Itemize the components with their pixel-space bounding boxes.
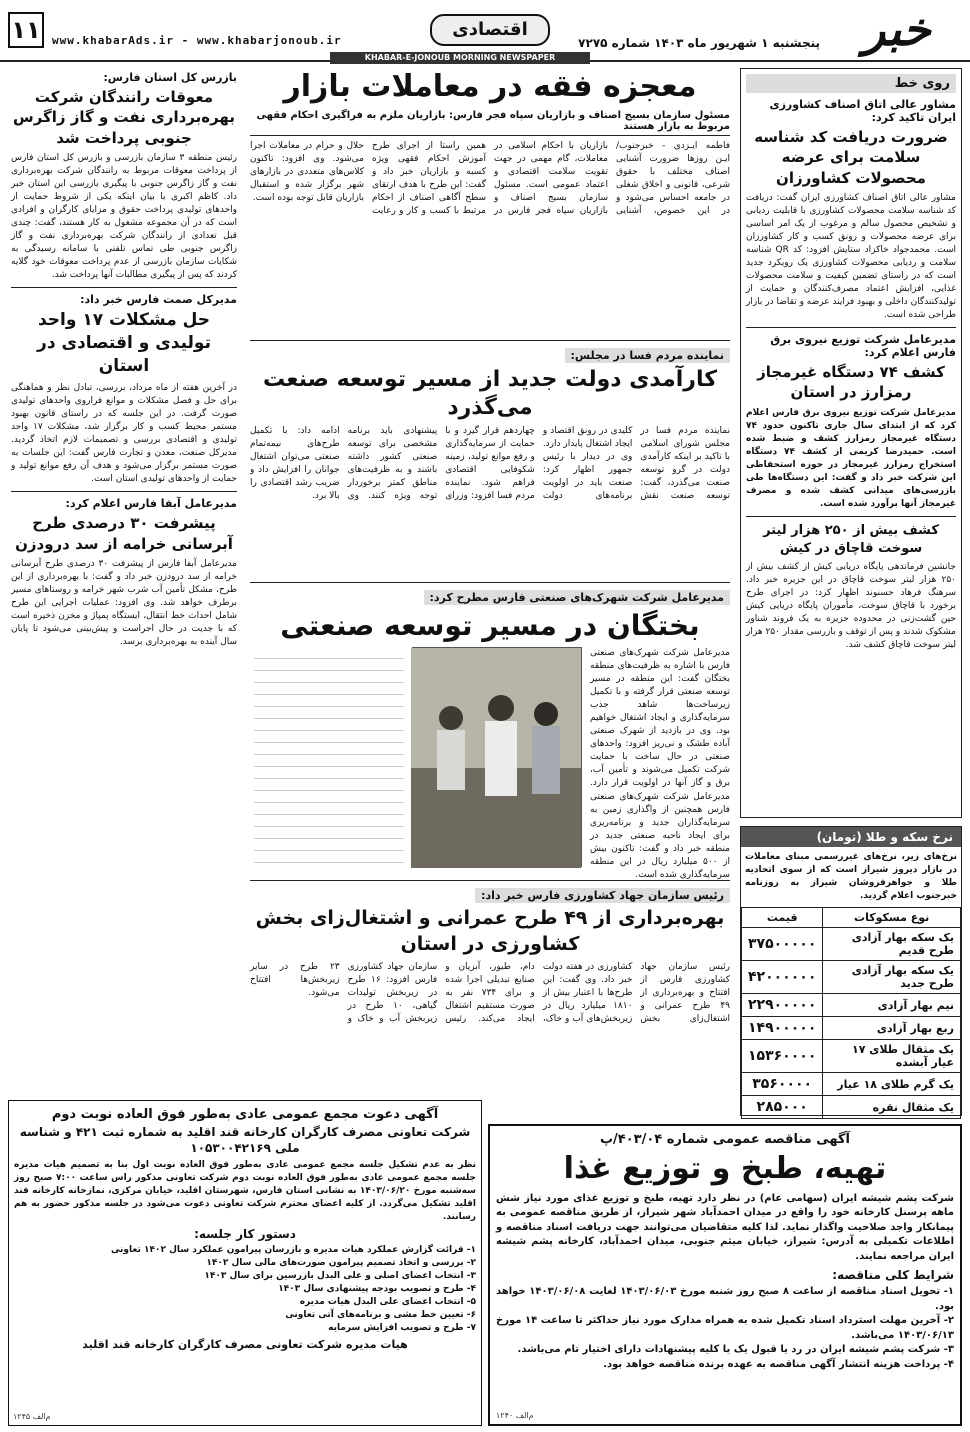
ad-cooperative (8, 1100, 482, 1426)
article-kicker: نماینده مردم فسا در مجلس: (565, 348, 730, 363)
divider (11, 287, 237, 288)
article-kicker: مدیرکل صمت فارس خبر داد: (80, 293, 237, 307)
article-title: حل مشکلات ۱۷ واحد تولیدی و اقتصادی در استان (37, 310, 211, 377)
coin-price: ۴۲۰۰۰۰۰۰ (742, 961, 823, 994)
article-body: فاطمه ایـزدی - خبرجنوب/ ایـن روزها ضرورت آشنایی اصناف مختلف با حقوق شرعی، قانونی و اخلاق شغلی در جامعه احساس می‌شود و در این خصوص، آشنایی بازاریان با احکام اسلامی در معاملات، گام مهمی در جهت تقویت سلامت اقتصادی و اعتماد عمومی است. مسئول سازمان بسیج اصناف و بازاریان سپاه فجر فارس در همین راستا از اجرای طرح آموزش احکام فقهی ویژه کسبه و بازاریان خبر داد و گفت: این طرح با هدف ارتقای سطح آگاهی اصناف از احکام مرتبط با کسب و کار و رعایت حلال و حرام در معاملات اجرا می‌شود. وی افزود: تاکنون کلاس‌های متعددی در بازارهای شهر برگزار شده و استقبال بازاریان قابل توجه بوده است. (250, 140, 730, 216)
coin-name: یک سکه بهار آزادی طرح قدیم (823, 928, 961, 961)
table-row (742, 1073, 961, 1096)
article-title: کارآمدی دولت جدید از مسیر توسعه صنعت می‌گذرد (262, 367, 718, 420)
page-number: ۱۱ (8, 12, 44, 48)
condition-item: ۴- پرداخت هزینه انتشار آگهی مناقصه به عهده برنده مناقصه خواهد بود. (603, 1358, 954, 1370)
price-title: نرخ سکه و طلا (تومان) (741, 827, 961, 847)
left-column (8, 68, 240, 1098)
condition-item: ۲- آخرین مهلت استرداد اسناد تکمیل شده به همراه مدارک مورد نیاز حداکثر تا ساعت ۱۴ مورخ ۱۴۰۳/۰۶/۱۳ می‌باشد. (496, 1315, 954, 1341)
price-table (741, 907, 961, 1119)
agenda-item: ۴- طرح و تصویب بودجه پیشنهادی سال ۱۴۰۳ (278, 1284, 476, 1295)
table-row (742, 928, 961, 961)
section-label: اقتصادی (430, 14, 550, 46)
website-link[interactable]: www.khabarAds.ir - www.khabarjonoub.ir (52, 34, 342, 47)
article-body-continued (254, 647, 404, 867)
coin-name: یک مثقال نقره (823, 1096, 961, 1119)
coin-price: ۲۸۵۰۰۰ (742, 1096, 823, 1119)
column-header: نوع مسکوکات (823, 908, 961, 928)
article-agriculture (250, 880, 730, 1088)
coin-price: ۱۵۳۶۰۰۰۰ (742, 1040, 823, 1073)
photo-illustration (411, 648, 581, 868)
price-note: نرخ‌های زیر، نرخ‌های غیررسمی مبنای معاملات در بازار دیروز شیراز است که از سوی اتحادیه طلا و جواهرفروشان شیراز به روزنامه خبرجنوب اعلام گردید. (745, 852, 957, 902)
column-header: قیمت (742, 908, 823, 928)
article-title: پیشرفت ۳۰ درصدی طرح آبرسانی خرامه از سد درودزن (15, 514, 233, 553)
table-row (742, 961, 961, 994)
article-body: رئیس منطقه ۳ سازمان بازرسی و بازرس کل استان فارس از پرداخت معوقات مربوط به رانندگان شرکت بهره‌برداری نفت و گاز زاگرس جنوبی با پیگیری بازرسی این استان خبر داد. کاظم اکبری با بیان اینکه یکی از شروط حمایت از واحدهای تولیدی پرداخت حقوق و مزایای کارگران و افرادی است که در آن مجموعه مشغول به کار هستند، گفت: چندی قبل تعدادی از رانندگان شرکت بهره‌برداری نفت و گاز زاگرس جنوبی طی تماس تلفنی با سامانه رسیدگی به شکایات سازمان بازرسی از عدم پرداخت معوقات خود گلایه کردند که پس از پیگیری مطالبات آنها پرداخت شد. (11, 152, 238, 281)
coin-name: نیم بهار آزادی (823, 994, 961, 1017)
condition-item: ۳- شرکت پشم شیشه ایران در رد یا قبول یک یا کلیه پیشنهادات دارای اختیار تام می‌باشد. (517, 1344, 954, 1355)
table-row (742, 1017, 961, 1040)
table-row (742, 1096, 961, 1119)
article-title: ضرورت دریافت کد شناسه سلامت برای عرضه محصولات کشاورزان (754, 128, 948, 187)
tender-number: آگهی مناقصه عمومی شماره ۴۰۳/۰۴/پ (599, 1132, 851, 1147)
article-body: رئیس سازمان جهاد کشاورزی فارس از افتتاح و بهره‌برداری از ۴۹ طرح عمرانی و اشتغال‌زای بخش کشاورزی در هفته دولت خبر داد. وی گفت: این طرح‌ها با اعتبار بیش از ۱۸۱۰ میلیارد ریال در زیربخش‌های آب و خاک، دام، طیور، آبزیان و صنایع تبدیلی اجرا شده و برای ۷۳۴ نفر به صورت مستقیم اشتغال ایجاد می‌کند. رئیس سازمان جهاد کشاورزی فارس افزود: ۱۶ طرح در زیربخش تولیدات گیاهی، ۱۰ طرح در زیربخش آب و خاک و ۲۳ طرح در سایر زیربخش‌ها افتتاح می‌شود. (250, 962, 730, 1025)
divider (746, 327, 956, 328)
main-article (250, 68, 730, 336)
ad-body: نظر به عدم تشکیل جلسه مجمع عمومی عادی به‌طور فوق العاده نوبت اول بنا به تصمیم هیات مدیره جلسه مجمع عمومی عادی به‌طور فوق العاده نوبت دوم شرکت تعاونی مذکور راس ساعت ۷:۰۰ صبح روز سه‌شنبه مورخ ۱۴۰۳/۰۶/۲۰ به نشانی استان فارس، شهرستان اقلید، خیابان مرکزی، نمازخانه کارخانه قند اقلید تشکیل می‌گردد. از کلیه اعضای محترم شرکت تعاونی دعوت می‌شود در جلسه مذکور حضور به هم رسانند. (14, 1159, 476, 1223)
coin-name: یک سکه بهار آزادی طرح جدید (823, 961, 961, 994)
article-kicker: رئیس سازمان جهاد کشاورزی فارس خبر داد: (475, 888, 730, 903)
right-column (740, 68, 962, 818)
article-title: معوقات رانندگان شرکت بهره‌برداری نفت و گاز زاگرس جنوبی پرداخت شد (13, 88, 235, 147)
coin-price: ۲۲۹۰۰۰۰۰ (742, 994, 823, 1017)
article-body: مدیرعامل آبفا فارس از پیشرفت ۳۰ درصدی طرح آبرسانی خرامه از سد درودزن خبر داد و گفت: با بهره‌برداری از این طرح، مشکل تأمین آب شرب شهر خرامه و روستاهای مسیر برطرف خواهد شد. وی افزود: عملیات اجرایی این طرح شامل احداث خط انتقال، ایستگاه پمپاژ و مخزن ذخیره است که با جدیت در حال اجراست و پیش‌بینی می‌شود تا پایان سال آینده به بهره‌برداری برسد. (11, 558, 237, 648)
ad-title: آگهی دعوت مجمع عمومی عادی به‌طور فوق العاده نوبت دوم (51, 1107, 439, 1122)
ad-code: م‌الف ۱۲۴۰ (496, 1411, 534, 1420)
article-kicker: بازرس کل استان فارس: (103, 71, 237, 84)
article-title: بختگان در مسیر توسعه صنعتی (280, 609, 700, 642)
tender-title: تهیه، طبخ و توزیع غذا (563, 1151, 887, 1186)
article-kicker: مدیرعامل آبفا فارس اعلام کرد: (65, 497, 237, 511)
ad-tender (488, 1124, 962, 1426)
article-kicker: مدیرعامل شرکت شهرک‌های صنعتی فارس مطرح کرد: (424, 590, 731, 605)
table-row (742, 994, 961, 1017)
coin-price: ۳۷۵۰۰۰۰۰ (742, 928, 823, 961)
article-body: مدیرعامل شرکت توزیع نیروی برق فارس اعلام کرد که از ابتدای سال جاری تاکنون حدود ۷۴ دستگاه غیرمجاز رمزارز کشف و ضبط شده است. حمیدرضا کریمی از کشف ۷۴ دستگاه استخراج رمزارز غیرمجاز در حوزه استحفاظی این شرکت خبر داد و گفت: این دستگاه‌ها طی بازرسی‌های میدانی کشف شده و مصرف غیرمجاز آنها برآورد شده است. (746, 407, 956, 510)
article-body: مشاور عالی اتاق اصناف کشاورزی ایران گفت: دریافت کد شناسه سلامت محصولات کشاورزی با قابلیت ردیابی و تشخیص محصول سالم و مرغوب از یک امر اساسی برای عرضه محصولات و رونق کسب و کار کشاورزان است. محمدجواد خاکزاد ستایش افزود: کد QR شناسه سلامت و ردیابی محصولات کشاورزی یک رویکرد جدید است که در راستای تضمین کیفیت و سلامت محصولات غذایی، افزایش اعتماد مصرف‌کنندگان و حمایت از تولیدکنندگان داخلی و بهبود فرایند عرضه و تقاضا در بازار طراحی شده است. (746, 192, 957, 321)
ad-code: م‌الف ۱۲۴۵ (13, 1412, 51, 1421)
coin-name: ربع بهار آزادی (823, 1017, 961, 1040)
english-tagline: KHABAR-E-JONOUB MORNING NEWSPAPER (330, 52, 590, 64)
masthead (0, 0, 970, 62)
agenda-item: ۲- بررسی و اتخاذ تصمیم پیرامون صورت‌های مالی سال ۱۴۰۲ (206, 1258, 476, 1269)
agenda-title: دستور کار جلسه: (194, 1227, 296, 1242)
coin-name: یک مثقال طلای ۱۷ عیار آبشده (823, 1040, 961, 1073)
agenda-item: ۳- انتخاب اعضای اصلی و علی البدل بازرسین برای سال ۱۴۰۳ (204, 1271, 476, 1282)
divider (746, 516, 956, 517)
table-row (742, 1040, 961, 1073)
article-subtitle: مسئول سازمان بسیج اصناف و بازاریان سپاه فجر فارس: بازاریان ملزم به فراگیری احکام فقهی مربوط به بازار هستند (250, 110, 730, 136)
article-kicker: مشاور عالی اتاق اصناف کشاورزی ایران تاکید کرد: (769, 98, 956, 124)
article-title: کشف ۷۴ دستگاه غیرمجاز رمزارز در استان (757, 363, 945, 402)
rooykhat-label: روی خط (746, 74, 956, 93)
issue-date: پنجشنبه ۱ شهریور ماه ۱۴۰۳ شماره ۷۲۷۵ (578, 36, 820, 50)
price-box (740, 826, 962, 1116)
article-kicker: مدیرعامل شرکت توزیع نیروی برق فارس اعلام کرد: (770, 333, 956, 360)
agenda-item: ۷- طرح و تصویب افزایش سرمایه (328, 1323, 476, 1334)
condition-item: ۱- تحویل اسناد مناقصه از ساعت ۸ صبح روز شنبه مورخ ۱۴۰۳/۰۶/۰۳ لغایت ۱۴۰۳/۰۶/۰۸ خواهد بود. (496, 1286, 954, 1312)
newspaper-logo: خبر (863, 2, 931, 56)
coin-price: ۱۴۹۰۰۰۰۰ (742, 1017, 823, 1040)
coin-name: یک گرم طلای ۱۸ عیار (823, 1073, 961, 1096)
article-body: در آخرین هفته از ماه مرداد، بررسی، تبادل نظر و هماهنگی برای حل و فصل مشکلات و موانع فراروی واحدهای تولیدی صورت گرفت. در این جلسه که در راستای قانون بهبود مستمر محیط کسب و کار برگزار شد، مشکلات ۱۷ واحد تولیدی و اقتصادی بررسی و تصمیمات لازم اتخاذ گردید. مدیرکل صنعت، معدن و تجارت فارس گفت: این جلسات به صورت مستمر برگزار می‌شود و هدف آن رفع موانع تولید و حمایت از واحدهای تولیدی استان است. (11, 383, 238, 485)
article-body: جانشین فرماندهی پایگاه دریایی کیش از کشف بیش از ۲۵۰ هزار لیتر سوخت قاچاق در این جزیره خبر داد. سرهنگ فرهاد حسنوند اظهار کرد: در اجرای طرح برخورد با قاچاق سوخت، مأموران پایگاه دریایی کیش حین گشت‌زنی در محدوده جزیره به یک فروند شناور مشکوک شدند و پس از توقف و بازرسی مقدار ۲۵۰ هزار لیتر سوخت قاچاق کشف شد. (746, 562, 957, 651)
table-header-row (742, 908, 961, 928)
agenda-item: ۶- تعیین خط مشی و برنامه‌های آتی تعاونی (285, 1310, 476, 1321)
ad-subtitle: شرکت تعاونی مصرف کارگران کارخانه قند اقلید به شماره ثبت ۴۲۱ و شناسه ملی ۱۰۵۳۰۰۴۲۱۶۹ (19, 1124, 471, 1155)
article-title: بهره‌برداری از ۴۹ طرح عمرانی و اشتغال‌زای بخش کشاورزی در استان (255, 907, 725, 955)
agenda-item: ۵- انتخاب اعضای علی البدل هیات مدیره (299, 1297, 476, 1308)
agenda-item: ۱- قرائت گزارش عملکرد هیات مدیره و بازرسان پیرامون عملکرد سال ۱۴۰۲ تعاونی (110, 1245, 476, 1256)
divider (11, 491, 237, 492)
article-bakhtegan (250, 582, 730, 880)
conditions-title: شرایط کلی مناقصه: (832, 1268, 954, 1282)
article-body: نماینده مردم فسا در مجلس شورای اسلامی با تاکید بر اینکه کارآمدی دولت در گرو توسعه صنعت می‌گذرد، گفت: توسعه صنعت نقش کلیدی در رونق اقتصاد و ایجاد اشتغال پایدار دارد. وی در دیدار با رئیس جمهور اظهار کرد: صنعت باید در اولویت برنامه‌های دولت چهاردهم قرار گیرد و با حمایت از سرمایه‌گذاری و رفع موانع تولید، زمینه شکوفایی اقتصادی فراهم شود. نماینده مردم فسا افزود: وزرای پیشنهادی باید برنامه مشخصی برای توسعه صنعتی کشور داشته باشند و به ظرفیت‌های مناطق کمتر برخوردار توجه ویژه کنند. وی ادامه داد: با تکمیل طرح‌های نیمه‌تمام صنعتی می‌توان اشتغال جوانان را افزایش داد و ضریب رشد اقتصادی را بالا برد. (250, 426, 730, 502)
tender-body: شرکت پشم شیشه ایران (سهامی عام) در نظر دارد تهیه، طبخ و توزیع غذای مورد نیاز شش ماهه پرسنل کارخانه خود را واقع در میدان احمدآباد شهر شیراز، از طریق مناقصه عمومی به پیمانکار واجد صلاحیت واگذار نماید. لذا کلیه متقاضیان می‌توانند جهت دریافت اسناد مناقصه و اطلاعات تکمیلی به آدرس: شیراز، خیابان میثم جنوبی، میدان احمدآباد، کارخانه پشم شیشه ایران مراجعه نمایند. (496, 1192, 954, 1262)
article-title: کشف بیش از ۲۵۰ هزار لیتر سوخت قاچاق در کیش (763, 523, 939, 556)
coin-price: ۳۵۶۰۰۰۰ (742, 1073, 823, 1096)
news-photo (412, 647, 582, 867)
article-title: معجزه فقه در معاملات بازار (283, 69, 697, 104)
article-body: مدیرعامل شرکت شهرک‌های صنعتی فارس با اشاره به ظرفیت‌های منطقه بختگان گفت: این منطقه در مسیر توسعه صنعتی قرار گرفته و با تکمیل زیرساخت‌ها شاهد جذب سرمایه‌گذاری و ایجاد اشتغال خواهیم بود. وی در بازدید از شهرک صنعتی آباده طشک و نی‌ریز افزود: واحدهای صنعتی در حال ساخت با حمایت شرکت تکمیل می‌شوند و تأمین آب، برق و گاز آنها در اولویت قرار دارد. مدیرعامل شرکت شهرک‌های صنعتی فارس همچنین از واگذاری زمین به سرمایه‌گذاران جدید و برنامه‌ریزی برای ایجاد ناحیه صنعتی جدید در منطقه خبر داد و گفت: تاکنون بیش از ۵۰۰ میلیارد ریال در این منطقه سرمایه‌گذاری شده است. (590, 648, 730, 880)
article-fasa (250, 340, 730, 578)
ad-signature: هیات مدیره شرکت تعاونی مصرف کارگران کارخانه قند اقلید (82, 1338, 408, 1352)
